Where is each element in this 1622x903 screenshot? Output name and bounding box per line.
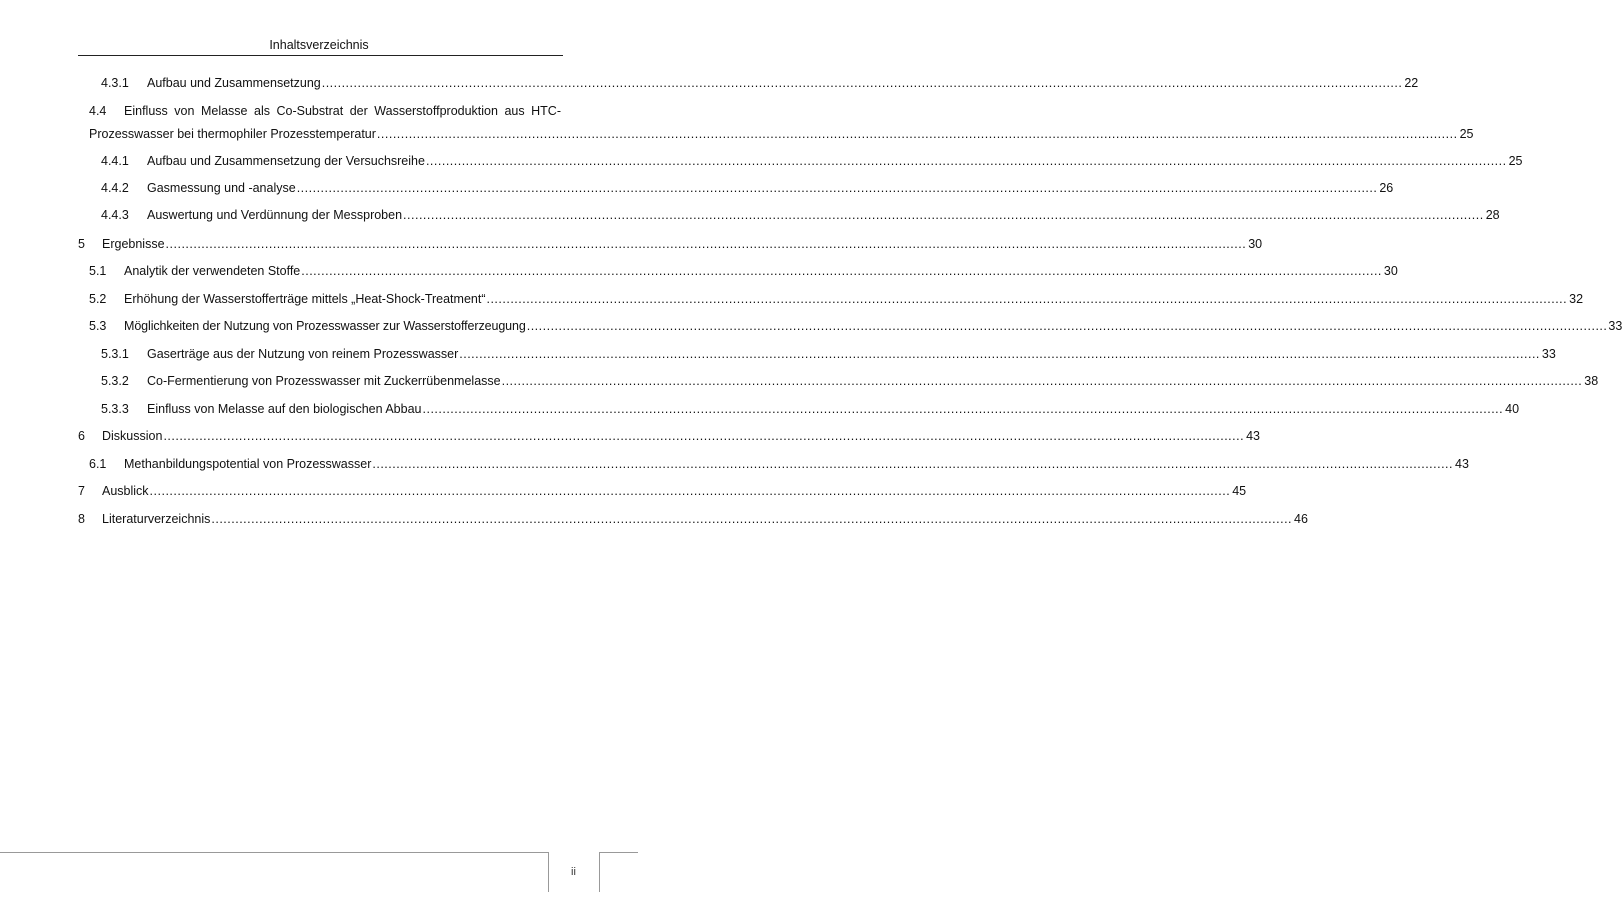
toc-entry-title: Aufbau und Zusammensetzung <box>147 76 321 90</box>
toc-entry-page: 30 <box>1383 264 1398 278</box>
toc-entry-page: 40 <box>1505 402 1520 416</box>
toc-entry-5-2[interactable] <box>89 291 1584 307</box>
running-header-title: Inhaltsverzeichnis <box>269 38 369 52</box>
toc-entry-4-4-3[interactable] <box>101 207 1500 223</box>
toc-entry-page: 22 <box>1404 76 1419 90</box>
toc-entry-number: 5.2 <box>89 292 107 306</box>
footer-rule <box>0 852 638 853</box>
toc-dot-leader <box>211 511 1292 527</box>
toc-entry-page: 38 <box>1584 374 1599 388</box>
toc-entry-page: 25 <box>1508 154 1523 168</box>
toc-entry-page: 26 <box>1379 181 1394 195</box>
toc-entry-7[interactable] <box>78 483 1247 499</box>
toc-entry-page: 33 <box>1608 319 1622 333</box>
toc-entry-4-4-1[interactable] <box>101 153 1523 169</box>
toc-entry-5-3-3[interactable] <box>101 401 1520 417</box>
toc-entry-page: 32 <box>1569 292 1584 306</box>
toc-entry-number: 5.3.2 <box>101 374 129 388</box>
toc-entry-title: Ausblick <box>102 484 149 498</box>
toc-dot-leader <box>426 153 1507 169</box>
toc-entry-title: Auswertung und Verdünnung der Messproben <box>147 208 403 222</box>
toc-entry-number: 5.3.1 <box>101 347 129 361</box>
toc-entry-number: 7 <box>78 484 85 498</box>
toc-entry-number: 6 <box>78 429 85 443</box>
toc-dot-leader <box>301 263 1382 279</box>
toc-dot-leader <box>423 401 1504 417</box>
toc-entry-title: Literaturverzeichnis <box>102 512 211 526</box>
toc-entry-number: 6.1 <box>89 457 107 471</box>
toc-entry-title: Einfluss von Melasse als Co-Substrat der Wasserstoffproduktion aus HTC- <box>124 104 561 118</box>
toc-entry-number: 4.4 <box>89 104 107 118</box>
toc-entry-page: 33 <box>1541 347 1556 361</box>
toc-entry-number: 5.1 <box>89 264 107 278</box>
toc-entry-number: 8 <box>78 512 85 526</box>
toc-entry-4-4-line2[interactable] <box>89 126 1474 142</box>
toc-entry-number: 5.3 <box>89 319 107 333</box>
toc-dot-leader <box>322 75 1403 91</box>
toc-entry-8[interactable] <box>78 511 1308 527</box>
toc-dot-leader <box>163 428 1244 444</box>
toc-entry-5-3-1[interactable] <box>101 346 1556 362</box>
toc-entry-title-continued: Prozesswasser bei thermophiler Prozesstemperatur <box>89 127 376 141</box>
toc-entry-5-1[interactable] <box>89 263 1398 279</box>
toc-entry-title: Gaserträge aus der Nutzung von reinem Prozesswasser <box>147 347 459 361</box>
toc-entry-number: 4.4.2 <box>101 181 129 195</box>
toc-entry-title: Methanbildungspotential von Prozesswasser <box>124 457 372 471</box>
toc-entry-page: 25 <box>1459 127 1474 141</box>
toc-entry-title: Gasmessung und -analyse <box>147 181 296 195</box>
toc-entry-4-3-1[interactable] <box>101 75 1419 91</box>
toc-entry-6[interactable] <box>78 428 1260 444</box>
toc-entry-5-3-2[interactable] <box>101 373 1599 389</box>
toc-dot-leader <box>377 126 1458 142</box>
toc-dot-leader <box>403 207 1484 223</box>
toc-entry-title: Analytik der verwendeten Stoffe <box>124 264 301 278</box>
toc-entry-5[interactable] <box>78 236 1263 252</box>
toc-dot-leader <box>459 346 1540 362</box>
toc-entry-number: 4.4.1 <box>101 154 129 168</box>
toc-entry-page: 43 <box>1455 457 1469 471</box>
toc-entry-title: Möglichkeiten der Nutzung von Prozesswasser zur Wasserstofferzeugung <box>124 319 526 333</box>
toc-entry-number: 4.4.3 <box>101 208 129 222</box>
page-number: ii <box>571 866 576 878</box>
toc-dot-leader <box>527 318 1608 334</box>
toc-dot-leader <box>372 456 1453 472</box>
toc-entry-title: Diskussion <box>102 429 163 443</box>
toc-entry-number: 5.3.3 <box>101 402 129 416</box>
toc-entry-title: Ergebnisse <box>102 237 165 251</box>
toc-dot-leader <box>297 180 1378 196</box>
toc-dot-leader <box>486 291 1567 307</box>
toc-entry-title: Einfluss von Melasse auf den biologischen Abbau <box>147 402 422 416</box>
toc-entry-title: Co-Fermentierung von Prozesswasser mit Zuckerrübenmelasse <box>147 374 501 388</box>
toc-dot-leader <box>150 483 1231 499</box>
toc-entry-4-4-line1[interactable] <box>89 103 561 119</box>
toc-entry-5-3[interactable] <box>89 318 1622 334</box>
toc-entry-number: 4.3.1 <box>101 76 129 90</box>
toc-entry-number: 5 <box>78 237 85 251</box>
toc-entry-page: 45 <box>1232 484 1247 498</box>
toc-dot-leader <box>166 236 1247 252</box>
toc-entry-page: 30 <box>1248 237 1263 251</box>
toc-entry-title: Aufbau und Zusammensetzung der Versuchsreihe <box>147 154 425 168</box>
toc-entry-title: Erhöhung der Wasserstofferträge mittels „Heat-Shock-Treatment“ <box>124 292 486 306</box>
toc-entry-page: 43 <box>1246 429 1260 443</box>
toc-entry-page: 28 <box>1485 208 1500 222</box>
toc-dot-leader <box>502 373 1583 389</box>
toc-entry-page: 46 <box>1294 512 1308 526</box>
toc-entry-6-1[interactable] <box>89 456 1469 472</box>
toc-entry-4-4-2[interactable] <box>101 180 1394 196</box>
